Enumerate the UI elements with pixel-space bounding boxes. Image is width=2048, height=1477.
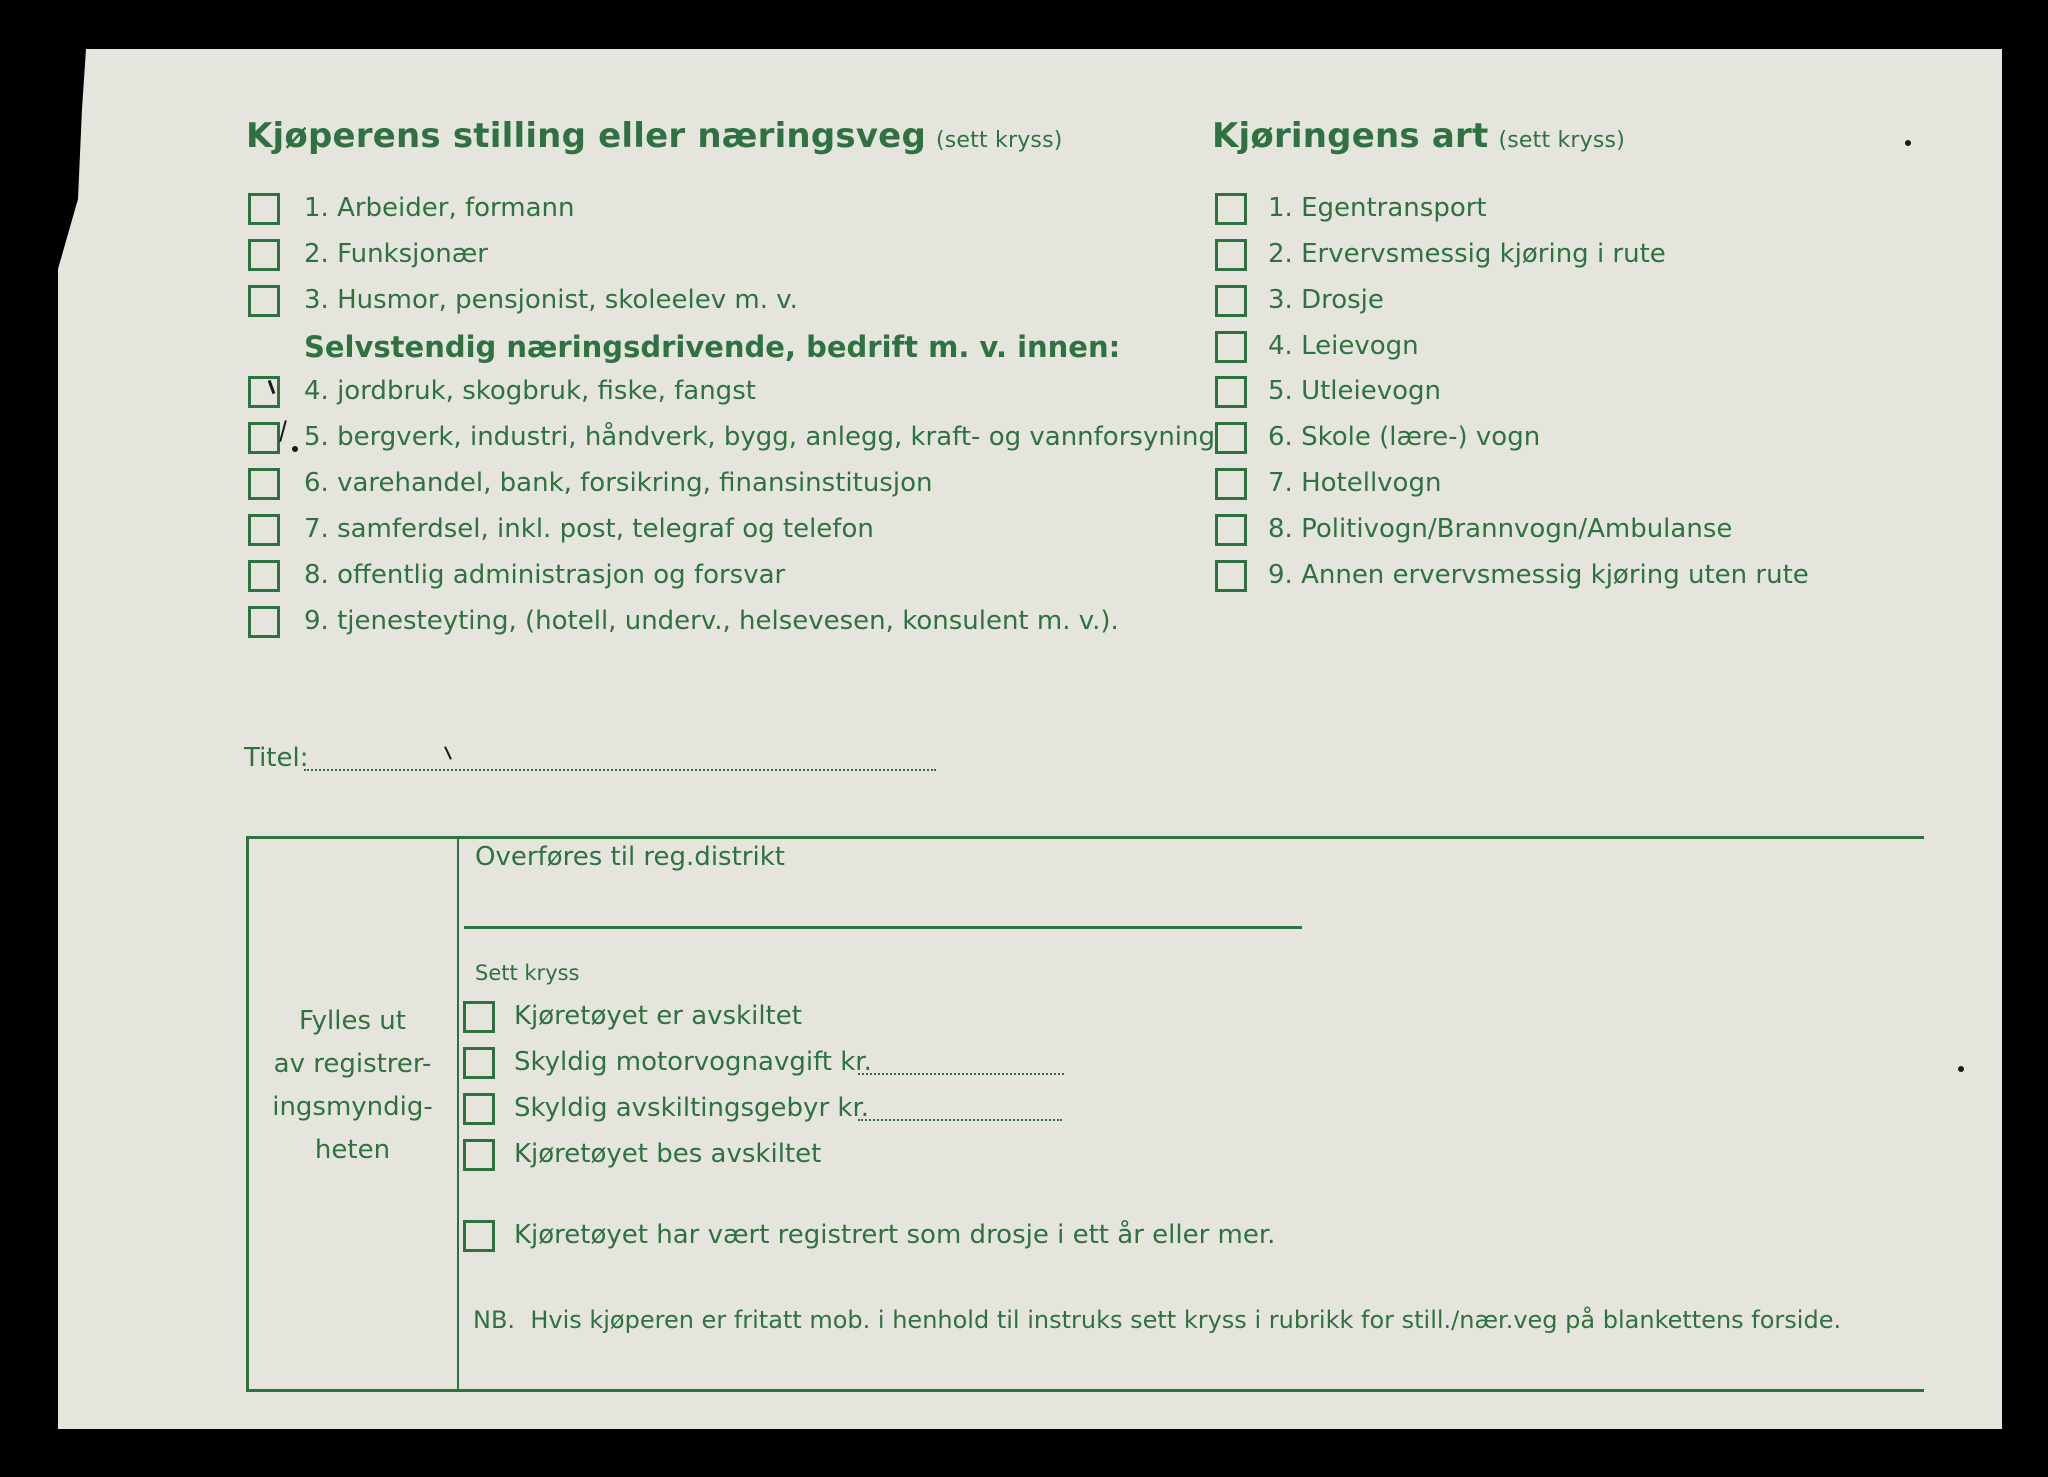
nb-text: [473, 1306, 1841, 1334]
checkbox-drosje-ett-aar[interactable]: [463, 1220, 495, 1252]
option-label: 2. Ervervsmessig kjøring i rute: [1268, 239, 1666, 269]
checkbox-egentransport[interactable]: [1215, 193, 1247, 225]
option-label: Skyldig avskiltingsgebyr kr.: [514, 1093, 870, 1123]
checkbox-skolevogn[interactable]: [1215, 422, 1247, 454]
option-label: 5. Utleievogn: [1268, 376, 1442, 406]
checkbox-politivogn[interactable]: [1215, 514, 1247, 546]
checkbox-tjenesteyting[interactable]: [248, 606, 280, 638]
checkbox-bes-avskiltet[interactable]: [463, 1139, 495, 1171]
box-divider: [457, 836, 459, 1389]
pen-dot: [292, 446, 298, 452]
checkbox-hotellvogn[interactable]: [1215, 468, 1247, 500]
option-label: 1. Egentransport: [1268, 193, 1487, 223]
option-label: 3. Drosje: [1268, 285, 1384, 315]
transfer-label: Overføres til reg.distrikt: [475, 842, 785, 872]
titel-label: Titel:: [244, 743, 309, 773]
option-label: 7. samferdsel, inkl. post, telegraf og telefon: [304, 514, 874, 544]
checkbox-rute[interactable]: [1215, 239, 1247, 271]
left-title-note: (sett kryss): [935, 128, 1063, 153]
right-title-text: Kjøringens art: [1212, 116, 1489, 156]
right-section-title: [1212, 116, 1625, 156]
side-label-line: av registrer-: [273, 1049, 432, 1079]
option-label: 8. Politivogn/Brannvogn/Ambulanse: [1268, 514, 1733, 544]
checkbox-varehandel[interactable]: [248, 468, 280, 500]
left-section-title: [246, 116, 1063, 156]
option-label: 4. Leievogn: [1268, 331, 1419, 361]
option-label: 1. Arbeider, formann: [304, 193, 575, 223]
checkbox-arbeider[interactable]: [248, 193, 280, 225]
checkbox-avskiltet[interactable]: [463, 1001, 495, 1033]
box-bottom-border: [246, 1389, 1924, 1392]
option-label: Kjøretøyet har vært registrert som drosje i ett år eller mer.: [514, 1220, 1276, 1250]
option-label: 4. jordbruk, skogbruk, fiske, fangst: [304, 376, 756, 406]
side-label-line: heten: [314, 1135, 391, 1165]
box-top-border: [246, 836, 1924, 839]
side-label-line: ingsmyndig-: [272, 1092, 433, 1122]
right-title-note: (sett kryss): [1498, 128, 1625, 153]
option-label: 7. Hotellvogn: [1268, 468, 1442, 498]
checkbox-husmor[interactable]: [248, 285, 280, 317]
left-title-text: Kjøperens stilling eller næringsveg: [246, 116, 926, 156]
side-label-line: Fylles ut: [299, 1006, 406, 1036]
checkbox-utleievogn[interactable]: [1215, 376, 1247, 408]
checkbox-annen[interactable]: [1215, 560, 1247, 592]
option-label: 3. Husmor, pensjonist, skoleelev m. v.: [304, 285, 798, 315]
checkbox-avskiltingsgebyr[interactable]: [463, 1093, 495, 1125]
checkbox-funksjonaer[interactable]: [248, 239, 280, 271]
option-label: 6. varehandel, bank, forsikring, finansinstitusjon: [304, 468, 933, 498]
option-label: 2. Funksjonær: [304, 239, 488, 269]
transfer-field-line[interactable]: [464, 926, 1302, 929]
side-label: [250, 1000, 455, 1172]
sett-kryss-label: Sett kryss: [475, 961, 580, 985]
option-label: 6. Skole (lære-) vogn: [1268, 422, 1541, 452]
subheading-selvstendig: Selvstendig næringsdrivende, bedrift m. v. innen:: [304, 330, 1121, 364]
checkbox-offentlig[interactable]: [248, 560, 280, 592]
option-label: Skyldig motorvognavgift kr.: [514, 1047, 872, 1077]
option-label: Kjøretøyet er avskiltet: [514, 1001, 802, 1031]
titel-field[interactable]: [304, 745, 936, 771]
option-label: 5. bergverk, industri, håndverk, bygg, anlegg, kraft- og vannforsyning: [304, 422, 1216, 452]
nb-body: Hvis kjøperen er fritatt mob. i henhold til instruks sett kryss i rubrikk for still./nær.veg på blankettens forside.: [530, 1306, 1842, 1334]
pen-dot: [1905, 140, 1911, 146]
checkbox-leievogn[interactable]: [1215, 331, 1247, 363]
pen-dot: [1958, 1066, 1964, 1072]
nb-label: NB.: [473, 1306, 516, 1334]
checkbox-drosje[interactable]: [1215, 285, 1247, 317]
option-label: 9. Annen ervervsmessig kjøring uten rute: [1268, 560, 1809, 590]
option-label: Kjøretøyet bes avskiltet: [514, 1139, 822, 1169]
avskiltingsgebyr-amount-field[interactable]: [858, 1095, 1062, 1121]
option-label: 8. offentlig administrasjon og forsvar: [304, 560, 786, 590]
motorvognavgift-amount-field[interactable]: [858, 1049, 1064, 1075]
box-left-border: [246, 836, 249, 1392]
checkbox-samferdsel[interactable]: [248, 514, 280, 546]
option-label: 9. tjenesteyting, (hotell, underv., helsevesen, konsulent m. v.).: [304, 606, 1119, 636]
checkbox-motorvognavgift[interactable]: [463, 1047, 495, 1079]
checkbox-bergverk[interactable]: [248, 422, 280, 454]
